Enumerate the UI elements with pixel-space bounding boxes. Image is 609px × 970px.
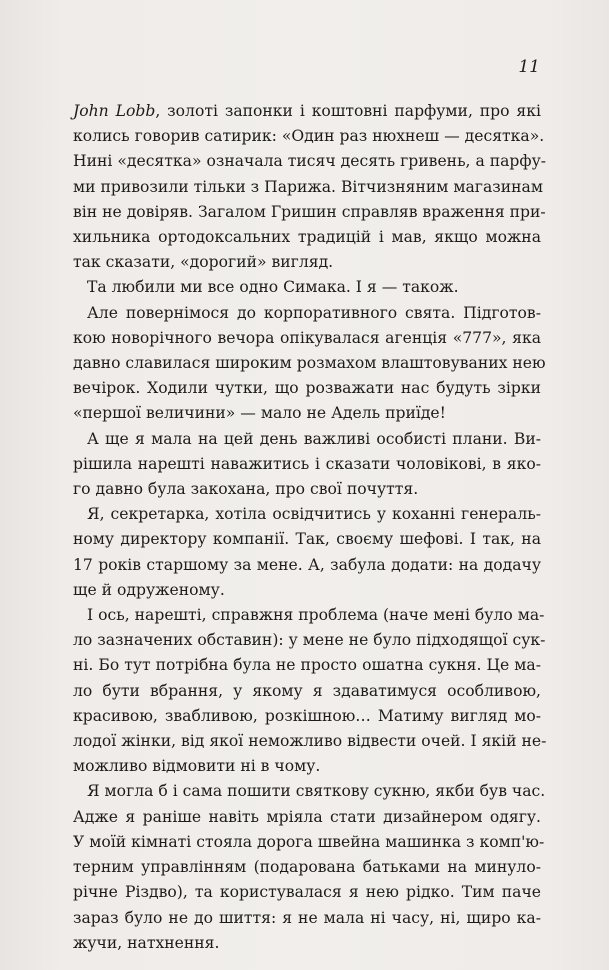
text-line-15: рішила нарешті наважитись і сказати чоловікові, в яко- xyxy=(73,454,541,473)
text-line-25: красивою, звабливою, розкішною… Матиму вигляд мо- xyxy=(73,706,541,725)
text-line-26: лодої жінки, від якої неможливо відвести очей. І якій не- xyxy=(73,732,547,751)
text-line-19: 17 років старшому за мене. А, забула додати: на додачу xyxy=(73,555,541,574)
text-line-1: John Lobb, золоті запонки і коштовні парфуми, про які xyxy=(73,102,541,120)
text-line-23: ні. Бо тут потрібна була не просто ошатна сукня. Це ма- xyxy=(73,656,541,675)
italic-name: John Lobb xyxy=(73,102,156,120)
page-number: 11 xyxy=(518,57,540,77)
text-line-10: кою новорічного вечора опікувалася агенція «777», яка xyxy=(73,328,541,347)
text-line-14: А ще я мала на цей день важливі особисті плани. Ви- xyxy=(87,429,541,448)
text-line-30: У моїй кімнаті стояла дорога швейна машинка з комп'ю- xyxy=(73,832,545,851)
text-line-28: Я могла б і сама пошити святкову сукню, якби був час. xyxy=(87,782,546,801)
text-line-20: ще й одруженому. xyxy=(73,580,225,599)
text-line-7: так сказати, «дорогий» вигляд. xyxy=(73,253,334,272)
text-line-22: ло зазначених обставин): у мене не було підходящої сук- xyxy=(73,631,546,650)
text-line-2: колись говорив сатирик: «Один раз нюхнеш — десятка». xyxy=(73,127,545,146)
text-line-11: давно славилася широким розмахом влаштовуваних нею xyxy=(73,354,546,373)
body-text xyxy=(73,99,547,956)
text-line-27: можливо відмовити ні в чому. xyxy=(73,757,321,776)
text-line-3: Нині «десятка» означала тисяч десять гривень, а парфу- xyxy=(73,152,547,171)
text-line-33: зараз було не до шиття: я не мала ні часу, ні, щиро ка- xyxy=(73,908,541,927)
text-line-24: ло бути вбрання, у якому я здаватимуся особливою, xyxy=(73,681,541,700)
text-line-8: Та любили ми все одно Симака. І я — також. xyxy=(87,278,459,297)
text-line-32: річне Різдво), та користувалася я нею рідко. Тим паче xyxy=(73,883,541,902)
text-line-13: «першої величини» — мало не Адель приїде! xyxy=(73,404,446,423)
text-line-5: він не довіряв. Загалом Гришин справляв враження при- xyxy=(73,202,546,221)
text-line-12: вечірок. Ходили чутки, що розважати нас будуть зірки xyxy=(73,379,541,398)
text-line-18: ному директору компанії. Так, своєму шефові. І так, на xyxy=(73,530,541,549)
text-line-9: Але повернімося до корпоративного свята. Підготов- xyxy=(87,303,541,322)
text-line-21: І ось, нарешті, справжня проблема (наче мені було ма- xyxy=(87,606,545,625)
text-line-34: жучи, натхнення. xyxy=(73,933,220,952)
text-line-17: Я, секретарка, хотіла освідчитись у коханні генераль- xyxy=(87,505,541,524)
text-line-31: терним управлінням (подарована батьками на минуло- xyxy=(73,858,541,877)
text-line-4: ми привозили тільки з Парижа. Вітчизняним магазинам xyxy=(73,177,543,196)
text-line-16: го давно була закохана, про свої почуття. xyxy=(73,480,419,499)
text-line-29: Адже я раніше навіть мріяла стати дизайнером одягу. xyxy=(73,807,541,826)
text-line-6: хильника ортодоксальних традицій і мав, якщо можна xyxy=(73,228,541,247)
